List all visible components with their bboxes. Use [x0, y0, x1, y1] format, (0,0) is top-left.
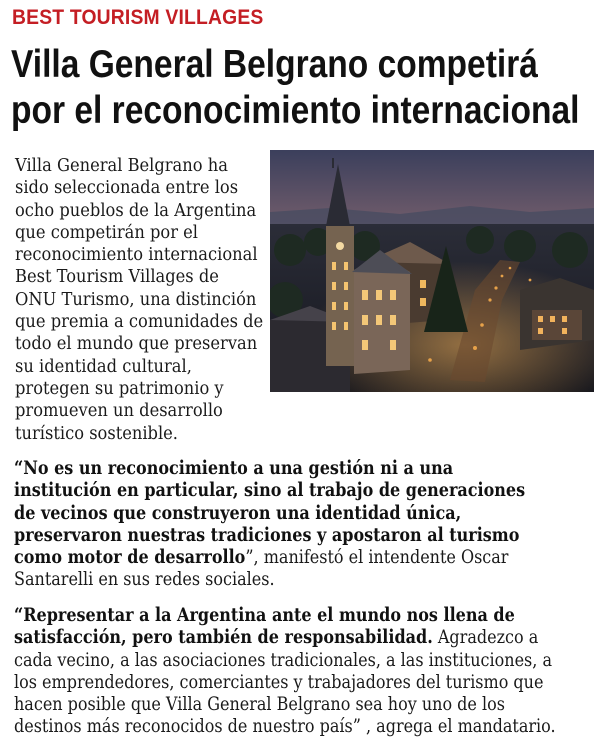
quote2-bold: satisfacción, pero también de responsabilidad. — [14, 627, 433, 649]
church-hall — [352, 250, 412, 374]
lead-line: ocho pueblos de la Argentina — [15, 200, 257, 221]
quote1-line: Santarelli en sus redes sociales. — [14, 569, 275, 591]
quote1-attribution: ”, manifestó el intendente Oscar — [245, 547, 509, 569]
quote2-line: cada vecino, a las asociaciones tradicionales, a las instituciones, a — [14, 649, 552, 671]
quote1-bold: institución en particular, sino al trabajo de generaciones — [14, 480, 526, 502]
quote2-text: Agradezco a — [432, 627, 539, 649]
quote1-line — [14, 525, 577, 547]
quote2-line: hacen posible que Villa General Belgrano sea hoy uno de los — [14, 694, 505, 716]
quote1-line — [14, 458, 577, 480]
quote-paragraph-2 — [14, 605, 577, 739]
lead-line: reconocimiento internacional — [15, 245, 258, 266]
lead-paragraph — [15, 155, 266, 445]
quote2-line: destinos más reconocidos de nuestro país” , agrega el mandatario. — [14, 716, 556, 738]
quote1-bold: de vecinos que construyeron una identidad única, — [14, 502, 462, 524]
quote1-bold: preservaron nuestras tradiciones y apostaron al turismo — [14, 524, 520, 546]
headline-line: Villa General Belgrano competirá — [11, 43, 538, 86]
lead-line: Villa General Belgrano ha — [15, 156, 228, 176]
quote1-line — [14, 547, 577, 569]
lead-line: Best Tourism Villages de — [15, 267, 219, 288]
quote1-line — [14, 503, 577, 525]
lead-line: que competirán por el — [15, 222, 198, 243]
quote2-line — [14, 627, 577, 649]
village-illustration — [270, 150, 594, 392]
lead-line: todo el mundo que preservan — [15, 334, 258, 355]
lead-line: sido seleccionada entre los — [15, 178, 239, 199]
lead-line: turístico sostenible. — [15, 423, 178, 444]
quote1-line — [14, 480, 577, 502]
section-tag: BEST TOURISM VILLAGES — [12, 6, 264, 29]
quote2-line: los emprendedores, comerciantes y trabajadores del turismo que — [14, 671, 544, 693]
lead-line: ONU Turismo, una distinción — [15, 289, 257, 310]
quote2-line — [14, 605, 577, 627]
lead-line: promueven un desarrollo — [15, 401, 223, 422]
quote2-bold: “Representar a la Argentina ante el mundo nos llena de — [14, 605, 515, 626]
lead-line: que premia a comunidades de — [15, 312, 264, 333]
lead-line: su identidad cultural, — [15, 356, 192, 377]
village-photo — [270, 150, 594, 392]
quote1-bold: como motor de desarrollo — [14, 547, 246, 569]
lead-line: protegen su patrimonio y — [15, 378, 224, 399]
quote1-bold: “No es un reconocimiento a una gestión ni a una — [14, 458, 454, 479]
headline-line: por el reconocimiento internacional — [11, 89, 580, 132]
quote-paragraph-1 — [14, 458, 577, 592]
headline — [11, 42, 580, 134]
